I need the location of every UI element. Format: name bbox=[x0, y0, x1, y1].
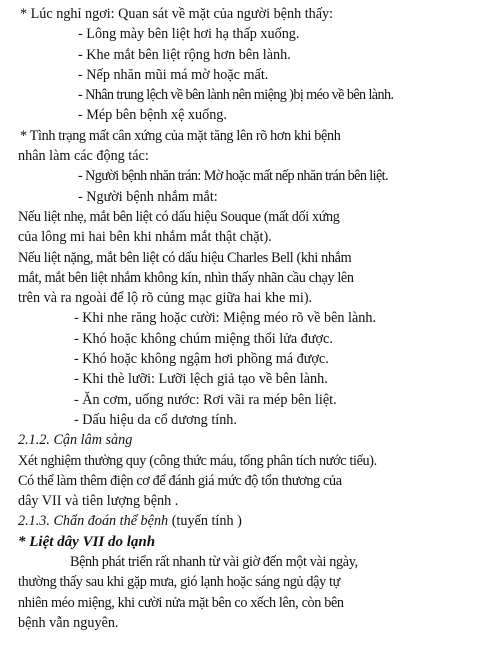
text-line: Xét nghiệm thường quy (công thức máu, tổng phân tích nước tiểu). bbox=[18, 452, 377, 469]
list-item: - Lông mày bên liệt hơi hạ thấp xuống. bbox=[78, 26, 300, 43]
text-line: Nếu liệt nặng, mắt bên liệt có dấu hiệu Charles Bell (khi nhắm bbox=[18, 249, 352, 266]
list-item: - Nhân trung lệch về bên lành nên miệng )bị méo về bên lành. bbox=[78, 87, 394, 104]
text-line: Bệnh phát triển rất nhanh từ vài giờ đến một vài ngày, bbox=[70, 554, 358, 571]
list-item: - Nếp nhăn mũi má mờ hoặc mất. bbox=[78, 66, 269, 83]
list-item: - Dấu hiệu da cổ dương tính. bbox=[74, 411, 237, 428]
section-heading-2-1-3 bbox=[18, 511, 486, 531]
list-item: - Người bệnh nhăn trán: Mờ hoặc mất nếp nhăn trán bên liệt. bbox=[78, 168, 388, 185]
list-item: - Khi thè lưỡi: Lưỡi lệch giả tạo về bên lành. bbox=[74, 371, 328, 388]
list-item: - Khi nhe răng hoặc cười: Miệng méo rõ về bên lành. bbox=[74, 310, 377, 327]
text-line: Nếu liệt nhẹ, mắt bên liệt có dấu hiệu Souque (mất dối xứng bbox=[18, 208, 340, 225]
list-item: - Người bệnh nhắm mắt: bbox=[78, 188, 218, 205]
section-heading-2-1-2: 2.1.2. Cận lâm sàng bbox=[18, 432, 133, 449]
list-item: - Khe mắt bên liệt rộng hơn bên lành. bbox=[78, 46, 291, 63]
list-item: - Khó hoặc không chúm miệng thổi lửa được. bbox=[74, 330, 333, 347]
text-line: trên và ra ngoài để lộ rõ củng mạc giữa hai khe mi). bbox=[18, 290, 313, 307]
bullet-at-rest: * Lúc nghỉ ngơi: Quan sát về mặt của người bệnh thấy: bbox=[20, 6, 334, 22]
subheading-cold-palsy: * Liệt dây VII do lạnh bbox=[18, 533, 156, 550]
text-line: thường thấy sau khi gặp mưa, gió lạnh hoặc sáng ngủ dậy tự bbox=[18, 574, 340, 591]
text-line: dây VII và tiên lượng bệnh . bbox=[18, 493, 179, 510]
list-item: - Mép bên bệnh xệ xuống. bbox=[78, 107, 227, 124]
text-line: của lông mi hai bên khi nhắm mắt thật chặt). bbox=[18, 229, 272, 246]
section-heading-note: (tuyến tính ) bbox=[168, 513, 242, 530]
text-line: bệnh vẫn nguyên. bbox=[18, 614, 119, 631]
bullet-asymmetry: * Tình trạng mất cân xứng của mặt tăng lên rõ hơn khi bệnh bbox=[20, 127, 341, 144]
section-heading-title: 2.1.3. Chẩn đoán thể bệnh bbox=[18, 513, 169, 530]
list-item: - Khó hoặc không ngậm hơi phồng má được. bbox=[74, 351, 329, 368]
list-item: - Ăn cơm, uống nước: Rơi vãi ra mép bên liệt. bbox=[74, 391, 337, 408]
text-line: Có thể làm thêm điện cơ để đánh giá mức độ tổn thương của bbox=[18, 472, 342, 489]
text-line: nhân làm các động tác: bbox=[18, 148, 149, 165]
text-line: nhiên méo miệng, khi cười nửa mặt bên co xếch lên, còn bên bbox=[18, 594, 344, 611]
text-line: mắt, mắt bên liệt nhắm không kín, nhìn thấy nhãn cầu chạy lên bbox=[18, 269, 354, 286]
